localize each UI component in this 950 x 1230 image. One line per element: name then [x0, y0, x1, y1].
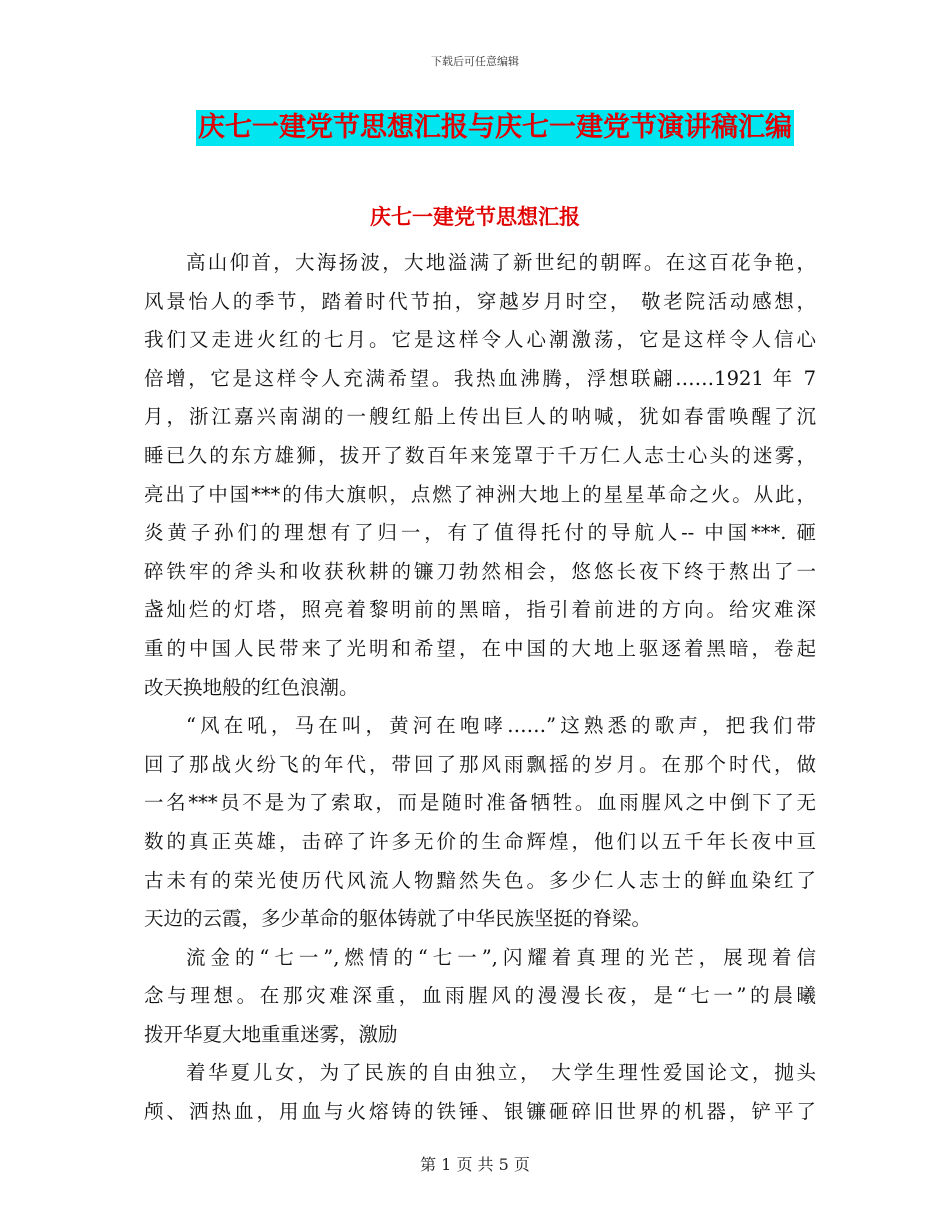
body-line: 古未有的荣光使历代风流人物黯然失色。多少仁人志士的鲜血染红了	[144, 868, 816, 892]
body-line: 改天换地般的红色浪潮。	[144, 675, 359, 699]
body-line: 睡已久的东方雄狮，拔开了数百年来笼罩于千万仁人志士心头的迷雾，	[144, 443, 816, 467]
body-line: 一名***员不是为了索取，而是随时准备牺牲。血雨腥风之中倒下了无	[144, 791, 816, 815]
body-line: “风在吼，马在叫，黄河在咆哮……”这熟悉的歌声，把我们带	[186, 714, 816, 738]
body-line: 风景怡人的季节，踏着时代节拍，穿越岁月时空， 敬老院活动感想，	[144, 289, 816, 313]
body-text	[144, 244, 816, 1132]
header-note: 下载后可任意编辑	[431, 55, 519, 68]
body-line: 炎黄子孙们的理想有了归一，有了值得托付的导航人-- 中国***. 砸	[144, 521, 816, 545]
body-line: 数的真正英雄，击碎了许多无价的生命辉煌，他们以五千年长夜中亘	[144, 829, 816, 853]
body-line: 我们又走进火红的七月。它是这样令人心潮激荡，它是这样令人信心	[144, 328, 816, 352]
document-title: 庆七一建党节思想汇报与庆七一建党节演讲稿汇编	[196, 110, 794, 146]
body-line: 着华夏儿女，为了民族的自由独立， 大学生理性爱国论文，抛头	[186, 1061, 816, 1085]
body-line: 重的中国人民带来了光明和希望，在中国的大地上驱逐着黑暗，卷起	[144, 636, 816, 660]
body-line: 高山仰首，大海扬波，大地溢满了新世纪的朝晖。在这百花争艳，	[186, 251, 816, 274]
document-title-container	[0, 110, 950, 146]
body-line: 流金的“七一”,燃情的“七一”,闪耀着真理的光芒，展现着信	[186, 945, 816, 969]
body-line: 盏灿烂的灯塔，照亮着黎明前的黑暗，指引着前进的方向。给灾难深	[144, 598, 816, 622]
section-title: 庆七一建党节思想汇报	[370, 205, 580, 229]
body-line: 拨开华夏大地重重迷雾，激励	[144, 1022, 398, 1046]
page-number: 第 1 页 共 5 页	[420, 1155, 530, 1174]
body-line: 颅、洒热血，用血与火熔铸的铁锤、银镰砸碎旧世界的机器，铲平了	[144, 1100, 816, 1124]
body-line: 亮出了中国***的伟大旗帜，点燃了神洲大地上的星星革命之火。从此，	[144, 482, 816, 506]
body-line: 念与理想。在那灾难深重，血雨腥风的漫漫长夜，是“七一”的晨曦	[144, 984, 816, 1008]
body-line: 倍增，它是这样令人充满希望。我热血沸腾，浮想联翩……1921 年 7	[144, 366, 816, 390]
body-line: 天边的云霞，多少革命的躯体铸就了中华民族坚挺的脊梁。	[144, 907, 652, 931]
body-line: 碎铁牢的斧头和收获秋耕的镰刀勃然相会，悠悠长夜下终于熬出了一	[144, 559, 816, 583]
body-line: 月，浙江嘉兴南湖的一艘红船上传出巨人的呐喊，犹如春雷唤醒了沉	[144, 405, 816, 429]
body-line: 回了那战火纷飞的年代，带回了那风雨飘摇的岁月。在那个时代，做	[144, 752, 816, 776]
